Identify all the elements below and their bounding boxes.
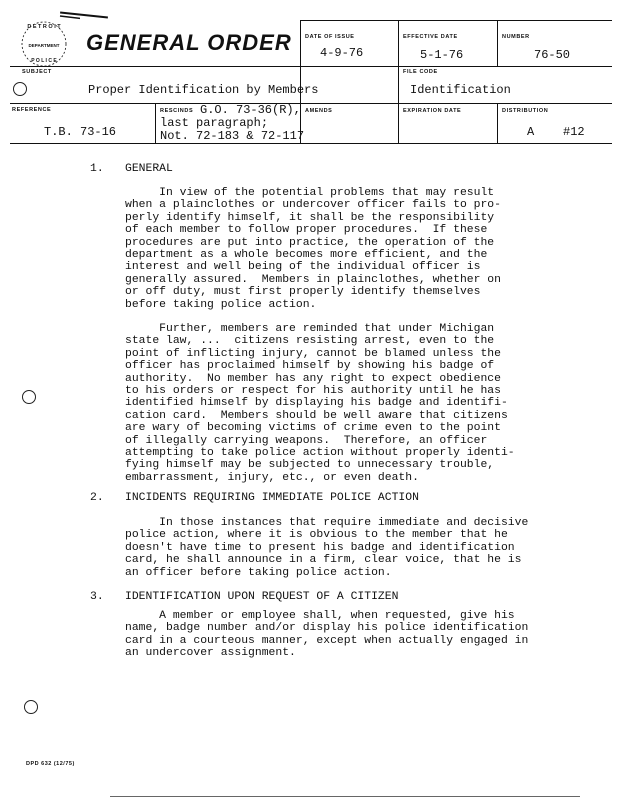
text-line: of illegally carrying weapons. Therefore, an officer — [125, 434, 488, 447]
text-line: to his orders or respect for his authority until he has — [125, 385, 501, 398]
svg-text:P O L I C E: P O L I C E — [31, 58, 57, 64]
text-line: attempting to take police action without properly identi- — [125, 447, 515, 460]
rescinds-line-1: G.O. 73-36(R), — [200, 103, 301, 117]
col-3 — [497, 20, 498, 66]
rule-1 — [10, 66, 612, 67]
effective-date: 5-1-76 — [420, 48, 464, 62]
text-line: police action, where it is obvious to the member that he — [125, 529, 508, 542]
section-2-heading: INCIDENTS REQUIRING IMMEDIATE POLICE ACTION — [125, 492, 419, 504]
text-line: before taking police action. — [125, 298, 317, 311]
section-1-number: 1. — [90, 163, 104, 175]
text-line: card, he shall announce in a firm, clear voice, that he is — [125, 554, 522, 567]
section-1-paragraph-2 — [125, 323, 565, 484]
text-line: point of inflicting injury, cannot be blamed unless the — [125, 347, 501, 360]
text-line: authority. No member has any right to expect obedience — [125, 372, 501, 385]
section-1-paragraph-1 — [125, 187, 565, 311]
text-line: name, badge number and/or display his police identification — [125, 622, 529, 635]
text-line: officer has proclaimed himself by showing his badge of — [125, 360, 495, 373]
text-line: perly identify himself, it shall be the responsibility — [125, 211, 495, 224]
text-line: In those instances that require immediate and decisive — [125, 517, 529, 529]
col-1 — [300, 20, 301, 143]
text-line: interest and well being of the individual officer is — [125, 261, 481, 274]
punch-hole-bottom — [24, 700, 38, 714]
text-line: A member or employee shall, when requested, give his — [125, 610, 515, 622]
form-code: DPD 632 (12/75) — [26, 761, 75, 767]
rescinds-label: RESCINDS — [160, 108, 194, 114]
rescinds-line-3: Not. 72-183 & 72-117 — [160, 129, 305, 143]
text-line: of each member to follow proper procedures. If these — [125, 224, 488, 237]
seal-icon — [10, 14, 80, 70]
section-2-paragraph-1 — [125, 517, 565, 579]
svg-text:D E T R O I T: D E T R O I T — [27, 24, 61, 30]
order-number: 76-50 — [534, 48, 571, 62]
subject-label: SUBJECT — [22, 69, 52, 75]
file-code-label: FILE CODE — [403, 69, 438, 75]
effective-date-label: EFFECTIVE DATE — [403, 34, 458, 40]
distribution-label: DISTRIBUTION — [502, 108, 549, 114]
text-line: an officer before taking police action. — [125, 566, 392, 579]
text-line: generally assured. Members in plainclothes, whether on — [125, 273, 501, 286]
punch-hole-top — [13, 82, 27, 96]
svg-text:DEPARTMENT: DEPARTMENT — [28, 43, 60, 48]
text-line: department as a whole becomes more efficient, and the — [125, 249, 488, 262]
text-line: doesn't have time to present his badge and identification — [125, 541, 515, 554]
text-line: card in a courteous manner, except when actually engaged in — [125, 634, 529, 647]
date-of-issue-label: DATE OF ISSUE — [305, 34, 355, 40]
section-3-paragraph-1 — [125, 610, 565, 660]
bottom-rule — [110, 796, 580, 797]
col-4 — [398, 66, 399, 143]
text-line: state law, ... citizens resisting arrest, even to the — [125, 335, 495, 348]
text-line: procedures are put into practice, the operation of the — [125, 236, 495, 249]
reference: T.B. 73-16 — [44, 125, 117, 139]
rule-top — [300, 20, 612, 21]
section-2-number: 2. — [90, 492, 104, 504]
col-6 — [497, 103, 498, 143]
section-3-number: 3. — [90, 591, 104, 603]
rule-3 — [10, 143, 612, 144]
text-line: are wary of becoming victims of crime even to the point — [125, 422, 501, 435]
col-2 — [398, 20, 399, 66]
reference-label: REFERENCE — [12, 107, 52, 113]
expiration-date-label: EXPIRATION DATE — [403, 108, 462, 114]
document-title: GENERAL ORDER — [86, 30, 292, 55]
section-1-heading: GENERAL — [125, 163, 173, 175]
date-of-issue: 4-9-76 — [320, 46, 364, 60]
text-line: when a plainclothes or undercover officer fails to pro- — [125, 199, 501, 212]
file-code: Identification — [410, 83, 511, 97]
punch-hole-middle — [22, 390, 36, 404]
rescinds-line-2: last paragraph; — [160, 116, 269, 130]
subject: Proper Identification by Members — [88, 83, 319, 97]
text-line: cation card. Members should be well aware that citizens — [125, 409, 508, 422]
amends-label: AMENDS — [305, 108, 333, 114]
text-line: embarrassment, injury, etc., or even death. — [125, 471, 419, 484]
text-line: or off duty, must first properly identify themselves — [125, 286, 481, 299]
text-line: identified himself by displaying his badge and identifi- — [125, 397, 508, 410]
distribution: A #12 — [527, 125, 585, 139]
text-line: an undercover assignment. — [125, 647, 296, 660]
rule-2 — [10, 103, 612, 104]
text-line: In view of the potential problems that may result — [125, 187, 495, 199]
department-seal — [10, 14, 80, 70]
col-5 — [155, 103, 156, 143]
number-label: NUMBER — [502, 34, 530, 40]
text-line: Further, members are reminded that under Michigan — [125, 323, 495, 335]
section-3-heading: IDENTIFICATION UPON REQUEST OF A CITIZEN — [125, 591, 399, 603]
text-line: fying himself may be subjected to unnecessary trouble, — [125, 459, 495, 472]
